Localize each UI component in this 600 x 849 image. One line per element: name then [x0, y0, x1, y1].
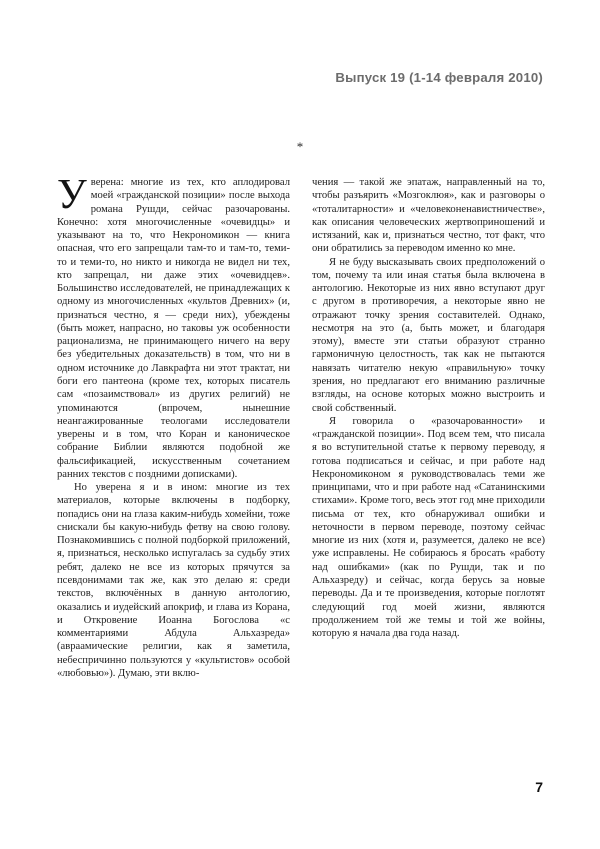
page-number: 7 — [535, 779, 543, 795]
paragraph — [57, 172, 290, 481]
drop-cap: У — [57, 172, 87, 218]
paragraph-text: верена: многие из тех, кто аплодировал моей «гражданской позиции» после выхода романа Рушди, сейчас разочарованы. Конечно: хотя многочисленные «очевидцы» и указывают на то, что Некрономикон — книга опасная, что его запрещали там-то и там-то, теми-то и теми-то, но никто и никогда не видел ни тех, кто запрещал, ни даже этих «очевидцев». Большинство исследователей, не принадлежащих к одному из многочисленных «культов Древних» (и, признаться честно, я — среди них), убеждены (быть может, напрасно, но таковы уж особенности рационализма, не принимающего ничего на веру без убедительных доказательств) в том, что ни в одном источнике до Лавкрафта ни этот трактат, ни боги его пантеона (кроме тех, которых писатель сам «позаимствовал» из других религий) не упоминаются (впрочем, нынешние неангажированные теологами исследователи уверены и в том, что Коран и каноническое собрание Библии являются подобной же фальсификацией, искусственным сочетанием ранних текстов с поздними дописками). — [57, 177, 290, 480]
running-head: Выпуск 19 (1-14 февраля 2010) — [335, 70, 543, 85]
paragraph: Я говорила о «разочарованности» и «гражданской позиции». Под всем тем, что писала я во вступительной статье к первому переводу, я готова подписаться и сейчас, и при работе над Некрономиконом я руководствовалась теми же принципами, что и при работе над «Сатанинскими стихами». Кроме того, весь этот год мне приходили письма от тех, кто обнаруживал ошибки и неточности в первом переводе, поэтому сейчас многие из них (хотя и, разумеется, далеко не все) уже исправлены. Не собираюсь я бросать «работу над ошибками» (как по Рушди, так и по Альхазреду) и сейчас, когда берусь за новые переводы. Да и те произведения, которые поглотят следующий год моей жизни, являются продолжением той же темы и той же войны, которую я начала два года назад. — [312, 415, 545, 640]
paragraph: Но уверена я и в ином: многие из тех материалов, которые включены в подборку, попадись они на глаза каким-нибудь хомейни, тоже снискали бы какую-нибудь фетву на свою голову. Познакомившись с полной подборкой приложений, я, признаться, несколько испугалась за судьбу этих ребят, далеко не все из которых прячутся за псевдонимами так же, как это делаю я: среди текстов, включённых в данную антологию, оказались и иудейский апокриф, и глава из Корана, и Откровение Иоанна Богослова «с комментариями Абдула Альхазреда» (авраамические религии, как я заметила, небеспричинно пользуются у «культистов» особой «любовью»). Думаю, эти вклю- — [57, 482, 290, 679]
section-separator-asterisk: * — [296, 139, 304, 154]
column-left — [57, 172, 290, 680]
body-columns — [57, 172, 545, 721]
paragraph: Я не буду высказывать своих предположений о том, почему та или иная статья была включена в антологию. Некоторые из них явно вступают друг с другом в противоречия, а некоторые явно не отражают точку зрения составителей. Однако, несмотря на это (а, быть может, и благодаря этому), вместе эти статьи образуют странно гармоничную целостность, так как не пытаются навязать читателю некую «правильную» точку зрения, но предлагают его вниманию различные взгляды, на основе которых можно выстроить и свой собственный. — [312, 256, 545, 414]
paragraph: чения — такой же эпатаж, направленный на то, чтобы разъярить «Мозгоклюя», как и разговоры о «тоталитарности» и «человеконенавистничестве», как описания человеческих жертвоприношений и истязаний, как и, признаться честно, тот факт, что они обратились за переводом именно ко мне. — [312, 177, 545, 255]
column-right — [312, 176, 545, 640]
